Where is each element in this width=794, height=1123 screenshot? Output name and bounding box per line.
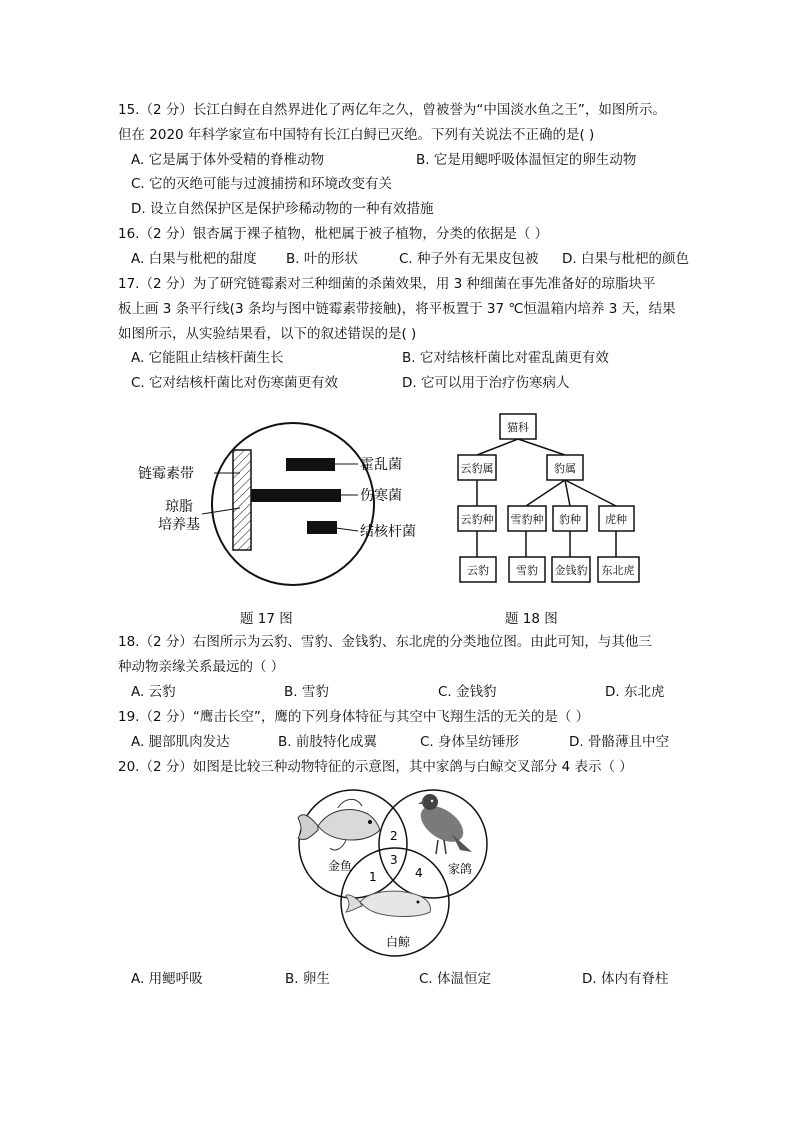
label-agar-line1: 琼脂: [165, 499, 193, 515]
text-felidae: 猫科: [507, 421, 529, 434]
text-snow-leopard-species: 雪豹种: [510, 513, 544, 526]
q19-option-d: D. 骨骼薄且中空: [569, 734, 669, 750]
q20-option-b: B. 卵生: [285, 971, 330, 987]
label-cholera: 霍乱菌: [360, 457, 402, 473]
q17-stem-line3: 如图所示，从实验结果看，以下的叙述错误的是( ): [118, 326, 417, 342]
goldfish-icon: [298, 799, 380, 850]
text-snow-leopard: 雪豹: [516, 564, 538, 577]
q18-option-c: C. 金钱豹: [438, 684, 497, 700]
q19-option-c: C. 身体呈纺锤形: [420, 734, 520, 750]
q17-option-a: A. 它能阻止结核杆菌生长: [131, 350, 284, 366]
cholera-streak: [286, 458, 335, 471]
q19-option-b: B. 前肢特化成翼: [278, 734, 377, 750]
q16-stem: 16.（2 分）银杏属于裸子植物，枇杷属于被子植物，分类的依据是（ ）: [118, 226, 549, 242]
q20-option-d: D. 体内有脊柱: [582, 971, 669, 987]
q15-option-d: D. 设立自然保护区是保护珍稀动物的一种有效措施: [131, 201, 434, 217]
text-leopard-species: 豹种: [559, 513, 581, 526]
text-clouded-leopard-species: 云豹种: [460, 513, 494, 526]
figure-20-venn-diagram: [290, 778, 500, 960]
q18-option-b: B. 雪豹: [284, 684, 329, 700]
text-panthera-genus: 豹属: [554, 462, 576, 475]
text-tiger-species: 虎种: [605, 513, 627, 526]
text-clouded-leopard: 云豹: [467, 564, 489, 577]
streptomycin-strip: [233, 450, 251, 550]
q16-option-d: D. 白果与枇杷的颜色: [562, 251, 689, 267]
figure-18-caption: 题 18 图: [505, 611, 558, 627]
q15-option-b: B. 它是用鳃呼吸体温恒定的卵生动物: [416, 152, 637, 168]
q17-stem-line1: 17.（2 分）为了研究链霉素对三种细菌的杀菌效果，用 3 种细菌在事先准备好的琼脂块平: [118, 276, 656, 292]
label-tuberculosis: 结核杆菌: [360, 524, 416, 540]
typhoid-streak: [251, 489, 341, 502]
q17-option-c: C. 它对结核杆菌比对伤寒菌更有效: [131, 375, 339, 391]
q15-stem-line2: 但在 2020 年科学家宣布中国特有长江白鲟已灭绝。下列有关说法不正确的是( ): [118, 127, 595, 143]
label-typhoid: 伤寒菌: [360, 488, 402, 504]
label-goldfish: 金鱼: [328, 859, 353, 873]
q15-option-c: C. 它的灭绝可能与过渡捕捞和环境改变有关: [131, 176, 393, 192]
label-beluga: 白鲸: [386, 935, 411, 949]
q16-option-c: C. 种子外有无果皮包被: [399, 251, 539, 267]
q15-stem-line1: 15.（2 分）长江白鲟在自然界进化了两亿年之久，曾被誉为“中国淡水鱼之王”，如图所示。: [118, 102, 666, 118]
label-pigeon: 家鸽: [448, 862, 473, 876]
region-2-label: 2: [390, 829, 398, 843]
q15-option-a: A. 它是属于体外受精的脊椎动物: [131, 152, 325, 168]
q17-option-d: D. 它可以用于治疗伤寒病人: [402, 375, 570, 391]
tb-streak: [307, 521, 337, 534]
label-streptomycin-strip: 链霉素带: [138, 466, 194, 482]
figure-18-classification-tree: [450, 405, 650, 590]
beluga-icon: [346, 891, 431, 916]
q19-stem: 19.（2 分）“鹰击长空”，鹰的下列身体特征与其空中飞翔生活的无关的是（ ）: [118, 709, 590, 725]
text-leopard: 金钱豹: [554, 564, 588, 577]
q18-option-a: A. 云豹: [131, 684, 176, 700]
text-neofelis-genus: 云豹属: [460, 462, 494, 475]
q17-option-b: B. 它对结核杆菌比对霍乱菌更有效: [402, 350, 609, 366]
q16-option-b: B. 叶的形状: [286, 251, 358, 267]
figure-17-petri-dish: [130, 420, 430, 590]
q19-option-a: A. 腿部肌肉发达: [131, 734, 230, 750]
q20-option-a: A. 用鳃呼吸: [131, 971, 203, 987]
q17-stem-line2: 板上画 3 条平行线(3 条均与图中链霉素带接触)，将平板置于 37 ℃恒温箱内培养 3 天，结果: [118, 301, 676, 317]
q18-stem-line2: 种动物亲缘关系最远的（ ）: [118, 659, 285, 675]
region-4-label: 4: [415, 866, 423, 880]
pigeon-icon: [414, 794, 472, 854]
q16-option-a: A. 白果与枇杷的甜度: [131, 251, 257, 267]
text-amur-tiger: 东北虎: [601, 564, 635, 577]
q20-stem: 20.（2 分）如图是比较三种动物特征的示意图，其中家鸽与白鲸交叉部分 4 表示（ ）: [118, 759, 633, 775]
label-agar-line2: 培养基: [158, 517, 200, 533]
figure-17-caption: 题 17 图: [240, 611, 293, 627]
goldfish-circle: [299, 790, 407, 898]
q20-option-c: C. 体温恒定: [419, 971, 492, 987]
region-3-label: 3: [390, 853, 398, 867]
region-1-label: 1: [369, 870, 377, 884]
q18-option-d: D. 东北虎: [605, 684, 665, 700]
q18-stem-line1: 18.（2 分）右图所示为云豹、雪豹、金钱豹、东北虎的分类地位图。由此可知，与其他三: [118, 634, 652, 650]
